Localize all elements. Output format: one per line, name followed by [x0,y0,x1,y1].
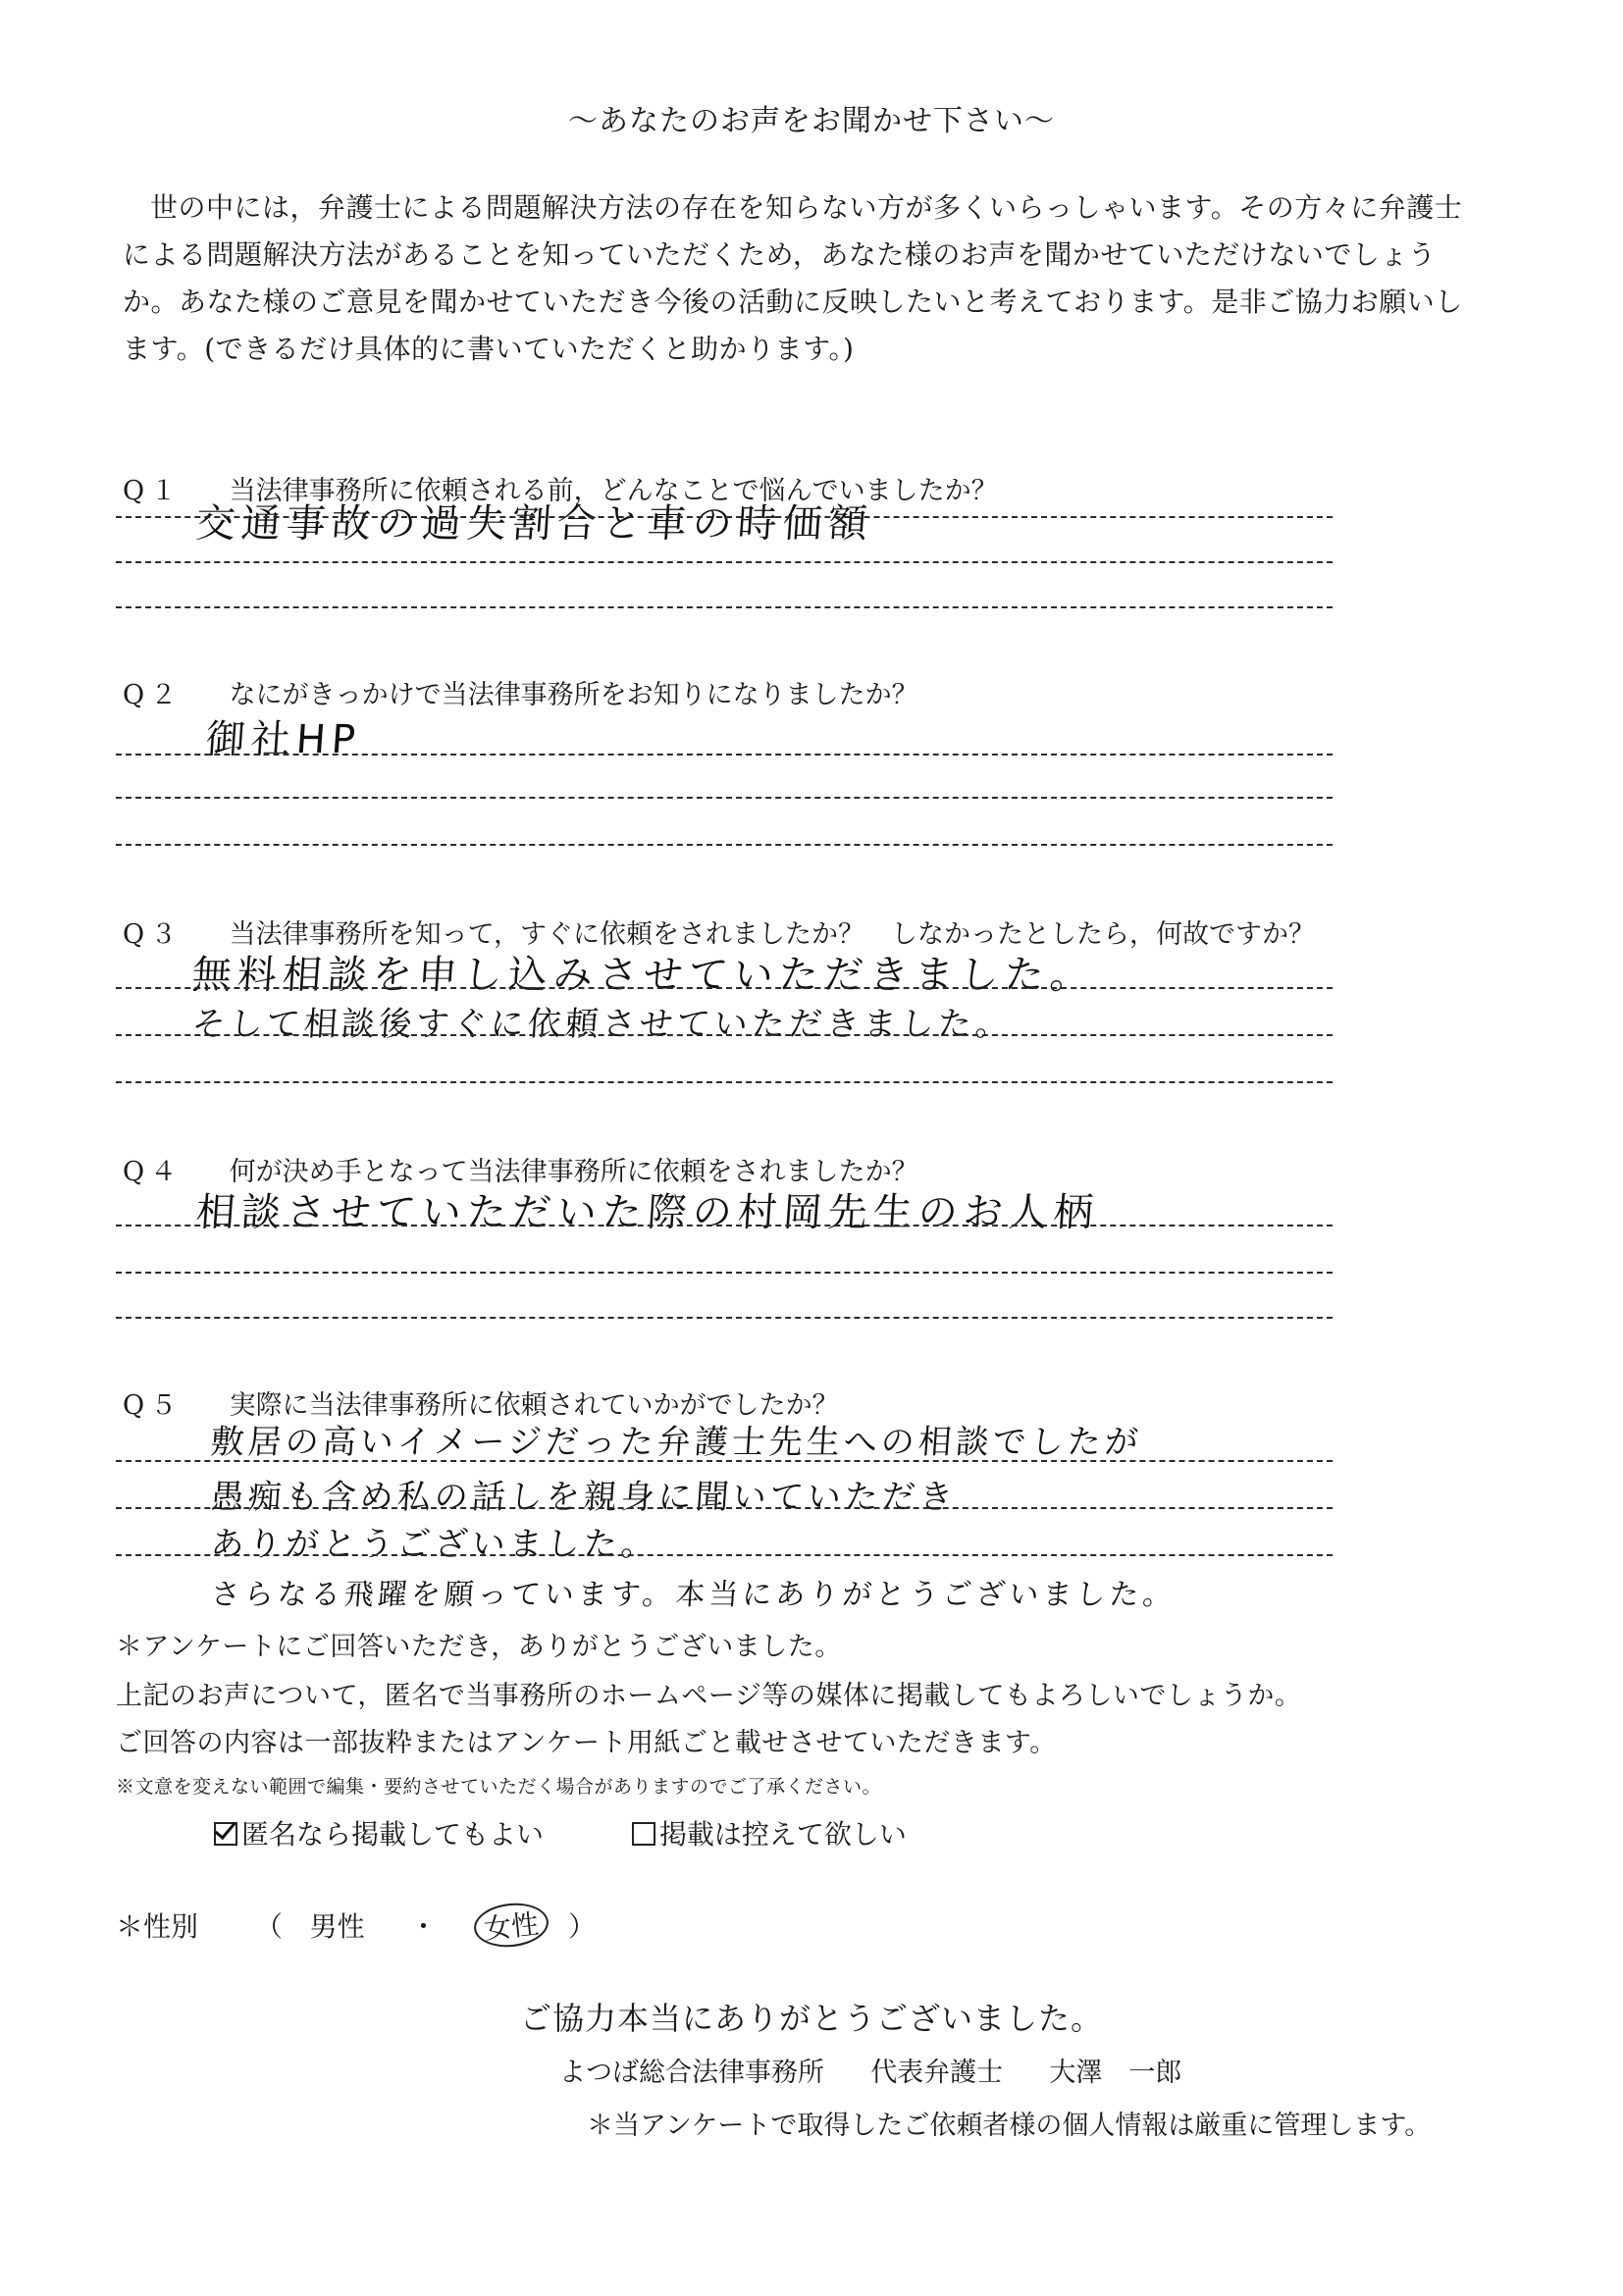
answer-line: さらなる飛躍を願っています。本当にありがとうございました。 [209,1578,1178,1612]
question-text: 当法律事務所を知って，すぐに依頼をされましたか？ しなかったとしたら，何故ですか？ [229,919,1316,950]
answer-rule [116,844,1333,846]
intro-line: 世の中には，弁護士による問題解決方法の存在を知らない方が多くいらっしゃいます。その方々に弁護士 [150,191,1463,224]
answer-line: 交通事故の過失割合と車の時価額 [194,501,875,547]
answer-rule [116,797,1333,799]
gender-option-male[interactable]: 男性 [309,1910,365,1943]
answer-line: そして相談後すぐに依頼させていただきました。 [190,1005,1015,1044]
answer-rule [116,987,1333,989]
publish-scope: ご回答の内容は一部抜粋またはアンケート用紙ごと載せさせていただきます。 [116,1728,1057,1758]
question-number: Q５ [123,1390,183,1421]
firm-signature [559,2051,1181,2089]
publish-options [214,1813,907,1852]
answer-line: 敷居の高いイメージだった弁護士先生への相談でしたが [209,1423,1144,1462]
gender-option-female[interactable]: 女性 [472,1900,550,1951]
paren: （ [254,1910,283,1943]
page-title: 〜あなたのお声をお聞かせ下さい〜 [568,104,1055,138]
answer-rule [116,754,1333,756]
answer-rule [116,516,1333,518]
intro-line: か。あなた様のご意見を聞かせていただき今後の活動に反映したいと考えております。是非ご協力お願いし [123,286,1463,318]
question-text: 実際に当法律事務所に依頼されていかがでしたか？ [229,1390,839,1421]
edit-note: ※文意を変えない範囲で編集・要約させていただく場合がありますのでご了承ください。 [116,1776,882,1798]
checkbox-publish-anonymous[interactable] [214,1822,237,1846]
answer-rule [116,1034,1333,1036]
gender-label: ＊性別 [116,1910,199,1943]
checkbox-decline-publish[interactable] [632,1822,655,1846]
question-number: Q１ [123,476,183,506]
question-text: 当法律事務所に依頼される前，どんなことで悩んでいましたか？ [229,476,998,506]
answer-line: 相談させていただいた際の村岡先生のお人柄 [194,1190,1101,1235]
gender-separator: ・ [409,1910,438,1943]
question-text: なにがきっかけで当法律事務所をお知りになりましたか？ [229,680,918,710]
question-2 [123,673,918,711]
option-label: 掲載は控えて欲しい [658,1818,907,1851]
rep-title: 代表弁護士 [870,2058,1004,2088]
answer-rule [116,606,1333,608]
answer-line: 御社HP [204,717,363,762]
answer-rule [116,1317,1333,1319]
question-number: Q３ [123,919,183,950]
answer-rule [116,1507,1333,1509]
answer-line: ありがとうございました。 [209,1525,660,1564]
rep-name: 大澤 一郎 [1049,2058,1182,2088]
question-text: 何が決め手となって当法律事務所に依頼をされましたか？ [229,1157,918,1187]
answer-rule [116,1081,1333,1083]
answer-rule [116,1460,1333,1462]
intro-line: による問題解決方法があることを知っていただくため，あなた様のお声を聞かせていただけないでしょう [123,238,1437,271]
answer-line: 無料相談を申し込みさせていただきました。 [190,953,1097,998]
answer-rule [116,1272,1333,1274]
privacy-note: ＊当アンケートで取得したご依頼者様の個人情報は厳重に管理します。 [587,2111,1432,2141]
gender-row [116,1905,596,1945]
answer-rule [116,1554,1333,1556]
answer-rule [116,561,1333,563]
paren: ） [568,1910,597,1943]
firm-name: よつば総合法律事務所 [559,2058,824,2088]
intro-line: ます。(できるだけ具体的に書いていただくと助かります。) [123,333,855,365]
question-number: Q４ [123,1157,183,1187]
question-number: Q２ [123,680,183,710]
intro-paragraph [123,184,1506,373]
answer-rule [116,1225,1333,1226]
thanks-note: ＊アンケートにご回答いただき，ありがとうございました。 [116,1632,842,1662]
answer-line: 愚痴も含め私の話しを親身に聞いていただき [209,1478,959,1517]
closing-thanks: ご協力本当にありがとうございました。 [519,2000,1103,2037]
publish-question: 上記のお声について，匿名で当事務所のホームページ等の媒体に掲載してもよろしいでしょうか。 [116,1681,1302,1711]
option-label: 匿名なら掲載してもよい [241,1818,545,1851]
